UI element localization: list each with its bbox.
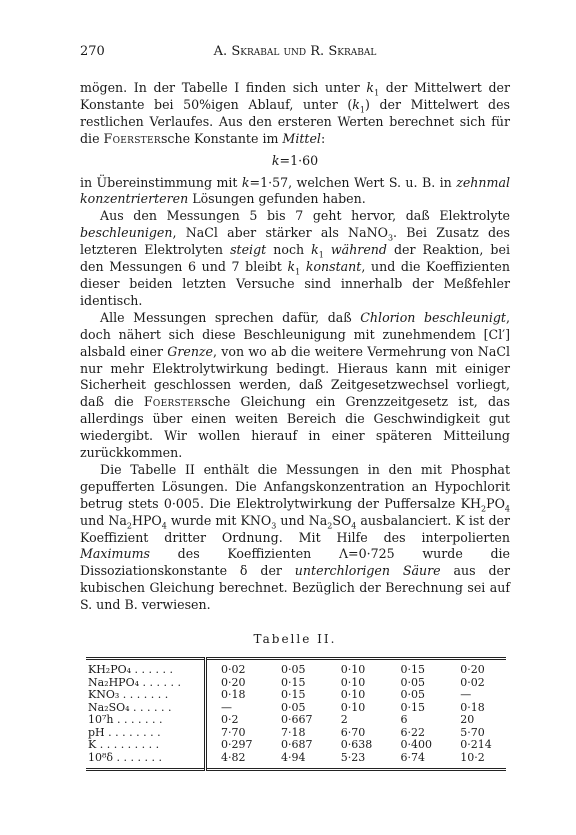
table-cell: 0·10 — [340, 688, 366, 701]
row-label: KH₂PO₄ . . . . . . — [86, 659, 206, 677]
table-cell: 0·02 — [460, 675, 485, 689]
table-cell: 0·15 — [281, 675, 306, 689]
table-row — [86, 659, 506, 677]
table-cell: 0·20 — [221, 675, 246, 689]
table-row — [86, 689, 506, 702]
table-cell: 0·10 — [340, 663, 366, 676]
table-cell: 7·18 — [281, 725, 306, 739]
table-cell: 0·214 — [460, 738, 492, 751]
table-cell: 0·400 — [400, 738, 433, 751]
table-cell: 0·667 — [281, 713, 313, 726]
author-name-foerster: Foerster — [143, 394, 202, 410]
author-name-foerster: Foerster — [103, 130, 161, 146]
row-label: 10⁸δ . . . . . . . — [86, 752, 206, 770]
table-cell: 20 — [460, 713, 475, 726]
row-label: 10⁷h . . . . . . . — [86, 714, 206, 727]
table-caption: Tabelle II. — [253, 632, 337, 646]
table-cell: 0·18 — [221, 688, 246, 701]
table-cell: — — [460, 688, 472, 701]
table-cell: 6·22 — [400, 725, 426, 739]
table-cell: 6 — [400, 713, 408, 726]
table-cell: 6·74 — [400, 750, 426, 764]
equation: k=1·60 — [271, 152, 319, 168]
table-cell: 0·18 — [460, 700, 485, 714]
row-label: Na₂SO₄ . . . . . . — [86, 702, 206, 715]
paragraph-2: in Übereinstimmung mit k=1·57, welchen Wert S. u. B. in zehnmal konzentrierteren Lösungen gefunden haben. — [80, 174, 510, 207]
table-cell: 0·297 — [221, 738, 253, 751]
table-cell: 0·02 — [221, 663, 246, 676]
row-label: KNO₃ . . . . . . . — [86, 689, 206, 702]
table-cell: 0·687 — [281, 738, 313, 751]
row-label: Na₂HPO₄ . . . . . . — [86, 677, 206, 690]
table-cell: 0·15 — [400, 700, 426, 714]
table-cell: 6·70 — [340, 725, 366, 739]
page-number: 270 — [80, 44, 105, 59]
table-cell: 0·20 — [460, 663, 485, 676]
body-text — [80, 80, 510, 614]
table-cell: 4·82 — [221, 750, 246, 764]
row-label: K . . . . . . . . . — [86, 739, 206, 752]
table-cell: 0·10 — [340, 700, 366, 714]
table-cell: 2 — [340, 713, 348, 726]
table-cell: 0·15 — [400, 663, 426, 676]
paragraph-4: Alle Messungen sprechen dafür, daß Chlorion beschleunigt, doch nähert sich diese Beschleunigung mit zunehmendem [Cl′] alsbald einer Grenze, von wo ab die weitere Vermehrung von NaCl nur mehr Elektrolytwirkung bedingt. Hieraus kann mit einiger Sicherheit geschlossen werden, daß Zeitgesetzwechsel vorliegt, daß die Foerstersche Gleichung ein Grenzzeitgesetz ist, das allerdings über einen weiten Bereich die Geschwindigkeit gut wiedergibt. Wir wollen hierauf in einer späteren Mitteilung zurückkommen. — [80, 309, 510, 461]
running-title: A. Skrabal und R. Skrabal — [213, 44, 377, 59]
table-cell: 0·638 — [340, 738, 373, 751]
table-cell: 0·05 — [281, 663, 306, 676]
table-cell: 0·10 — [340, 675, 366, 689]
paragraph-3: Aus den Messungen 5 bis 7 geht hervor, daß Elektrolyte beschleunigen, NaCl aber stärker als NaNO$_3$. Bei Zusatz des letzteren Elektrolyten steigt noch $k_1$ während der Reaktion, bei den Messungen 6 und 7 bleibt $k_1$ konstant, und die Koeffizienten dieser beiden letzten Versuche sind innerhalb der Meßfehler identisch. — [80, 208, 510, 308]
table-cell: 4·94 — [281, 750, 306, 764]
row-label: pH . . . . . . . . — [86, 727, 206, 740]
table-cell: 10·2 — [460, 750, 485, 764]
table-cell: 0·15 — [281, 688, 306, 701]
table-row — [86, 752, 506, 770]
table-cell: 5·70 — [460, 725, 485, 739]
paragraph-5: Die Tabelle II enthält die Messungen in den mit Phosphat gepufferten Lösungen. Die Anfangskonzentration an Hypochlorit betrug stets 0·005. Die Elektrolytwirkung der Puffersalze $KH_2PO_4$ und $Na_2HPO_4$ wurde mit $KNO_3$ und $Na_2SO_4$ ausbalanciert. K ist der Koeffizient dritter Ordnung. Mit Hilfe des interpolierten Maximums des Koeffizienten Λ=0·725 wurde die Dissoziationskonstante δ der unterchlorigen Säure aus der kubischen Gleichung berechnet. Bezüglich der Berechnung sei auf S. und B. verwiesen. — [80, 461, 510, 613]
table-row — [86, 739, 506, 752]
table-row — [86, 714, 506, 727]
table-cell: 0·05 — [400, 675, 426, 689]
page-header — [80, 44, 510, 62]
table-cell: 0·2 — [221, 713, 239, 726]
table-cell: 0·05 — [281, 700, 306, 714]
table-cell: 0·05 — [400, 688, 426, 701]
data-table — [86, 657, 506, 771]
table-cell: — — [221, 700, 232, 714]
table-cell: 5·23 — [340, 750, 366, 764]
paragraph-1: mögen. In der Tabelle I finden sich unter $k_1$ der Mittelwert der Konstante bei 50%igen Ablauf, unter $(k_1)$ der Mittelwert des restlichen Verlaufes. Aus den ersteren Werten berechnet sich für die Foerstersche Konstante im Mittel: — [80, 80, 511, 146]
table-cell: 7·70 — [221, 725, 246, 739]
